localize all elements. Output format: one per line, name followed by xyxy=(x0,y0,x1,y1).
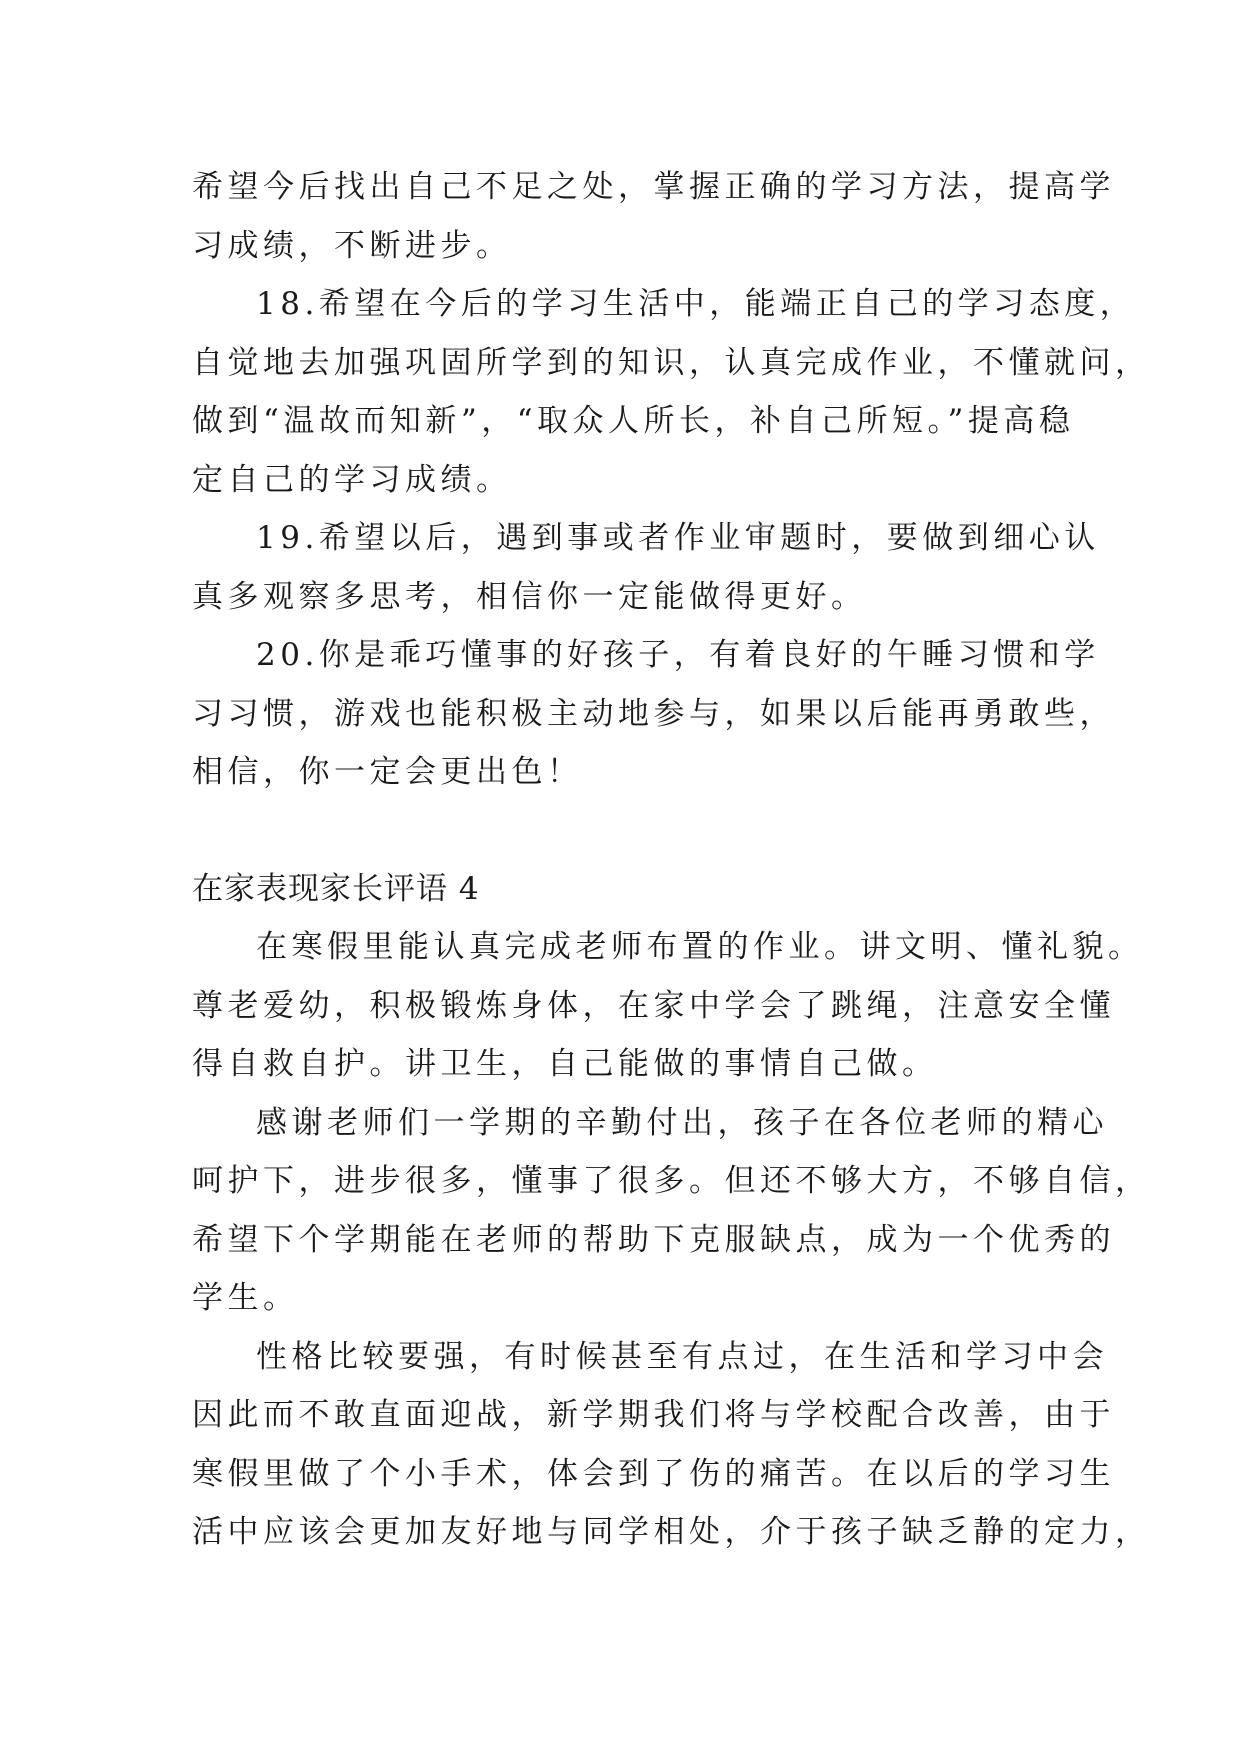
paragraph-2-line: 学生。 xyxy=(192,1280,299,1316)
section-heading: 在家表现家长评语 4 xyxy=(192,870,480,907)
item-18-line: 18.希望在今后的学习生活中，能端正自己的学习态度， xyxy=(256,286,1136,322)
item-18-line: 自觉地去加强巩固所学到的知识，认真完成作业，不懂就问， xyxy=(192,344,1151,381)
paragraph-2-line: 希望下个学期能在老师的帮助下克服缺点，成为一个优秀的 xyxy=(192,1221,1115,1258)
document-page xyxy=(192,158,1151,1562)
item-19-line: 19.希望以后，遇到事或者作业审题时，要做到细心认 xyxy=(256,520,1100,556)
paragraph-1-line: 得自救自护。讲卫生，自己能做的事情自己做。 xyxy=(192,1046,938,1082)
text-line: 习成绩，不断进步。 xyxy=(192,227,512,264)
paragraph-3-line: 性格比较要强，有时候甚至有点过，在生活和学习中会 xyxy=(256,1338,1108,1375)
paragraph-3-line: 活中应该会更加友好地与同学相处，介于孩子缺乏静的定力， xyxy=(192,1514,1151,1550)
item-18-line: 定自己的学习成绩。 xyxy=(192,461,512,498)
item-19-line: 真多观察多思考，相信你一定能做得更好。 xyxy=(192,578,867,615)
item-20-line: 20.你是乖巧懂事的好孩子，有着良好的午睡习惯和学 xyxy=(256,637,1100,673)
item-20-line: 相信，你一定会更出色！ xyxy=(192,754,583,790)
paragraph-1-line: 在寒假里能认真完成老师布置的作业。讲文明、懂礼貌。 xyxy=(256,929,1144,965)
section-gap xyxy=(192,802,1062,860)
paragraph-3-line: 寒假里做了个小手术，体会到了伤的痛苦。在以后的学习生 xyxy=(192,1455,1115,1492)
item-20-line: 习习惯，游戏也能积极主动地参与，如果以后能再勇敢些， xyxy=(192,695,1115,732)
paragraph-1-line: 尊老爱幼，积极锻炼身体，在家中学会了跳绳，注意安全懂 xyxy=(192,987,1115,1024)
paragraph-2-line: 呵护下，进步很多，懂事了很多。但还不够大方，不够自信， xyxy=(192,1163,1151,1199)
paragraph-3-line: 因此而不敢直面迎战，新学期我们将与学校配合改善，由于 xyxy=(192,1397,1115,1433)
paragraph-2-line: 感谢老师们一学期的辛勤付出，孩子在各位老师的精心 xyxy=(256,1104,1108,1141)
item-18-line: 做到“温故而知新”，“取众人所长，补自己所短。”提高稳 xyxy=(192,403,1075,439)
text-line: 希望今后找出自己不足之处，掌握正确的学习方法，提高学 xyxy=(192,169,1115,205)
